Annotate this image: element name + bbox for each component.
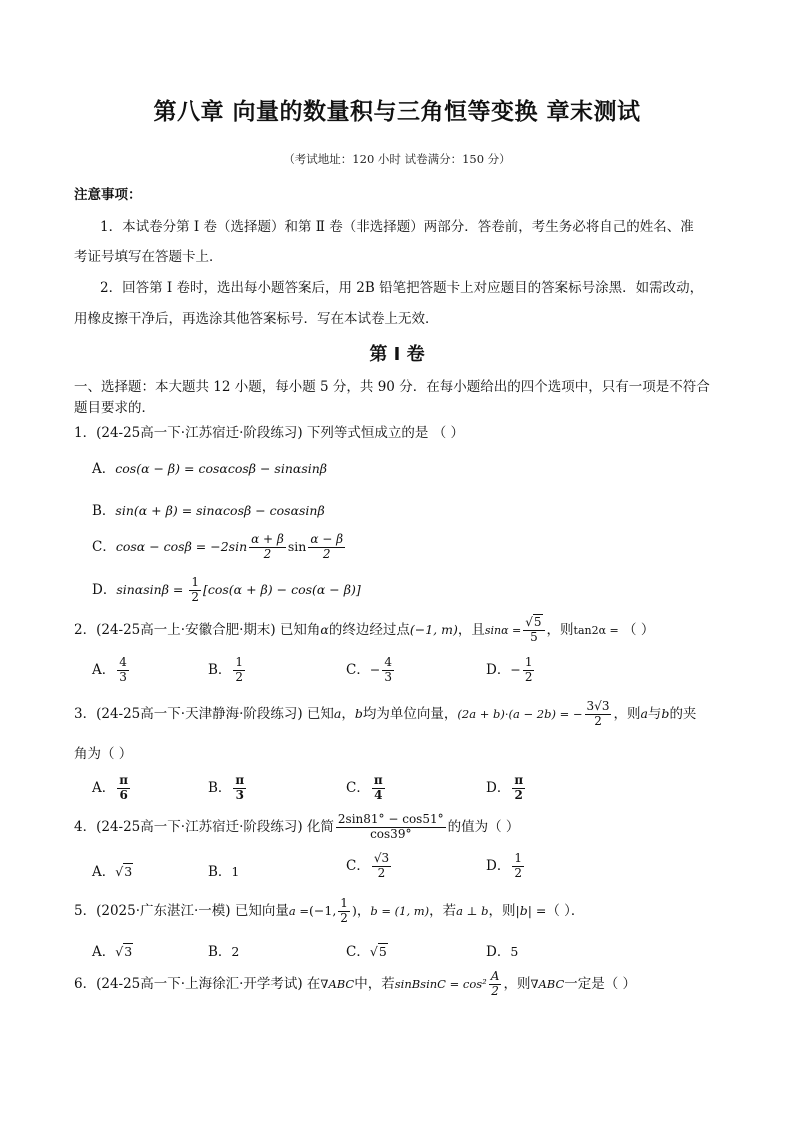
option-text: [cos(α + β) − cos(α − β)] [202,581,361,597]
notice-item-2-line-1: 2．回答第 Ⅰ 卷时，选出每小题答案后，用 2B 铅笔把答题卡上对应题目的答案标号涂黑．如需改动， [100,280,704,296]
option-text: cos(α − β) = cosαcosβ − sinαsinβ [115,461,328,476]
stem-text: ， [341,705,355,722]
question-4-option-a [92,860,133,880]
option-text: 5 [510,944,519,959]
option-label: A． [92,461,116,477]
stem-text: ，则 [613,705,641,722]
stem-text: 3．(24-25高一下·天津静海·阶段练习) 已知 [74,705,334,722]
option-label: D． [486,661,511,678]
math-expression: (−1, m) [409,621,458,637]
math-expression: b = (1, m) [370,903,430,918]
numerator: 4 [384,655,392,669]
notice-item-1-line-1: 1．本试卷分第 Ⅰ 卷（选择题）和第 Ⅱ 卷（非选择题）两部分．答卷前，考生务必将自己的姓名、准 [100,219,694,235]
stem-text: ，则 [488,902,516,919]
denominator: 2 [235,669,244,684]
denominator: 2 [191,589,199,604]
stem-text: ，且 [457,621,485,638]
denominator: 5 [530,629,538,644]
math-expression: a = [288,903,310,918]
stem-text: ，若 [429,902,457,919]
fraction [372,774,385,803]
fraction [338,897,350,926]
denominator: 2 [514,787,523,802]
denominator: 3 [384,669,392,684]
numerator: 1 [524,655,533,669]
notice-item-2-line-2: 用橡皮擦干净后，再选涂其他答案标号．写在本试卷上无效． [74,311,439,327]
question-4-option-c [346,852,393,881]
stem-text: ，则 [546,621,574,638]
numerator: 1 [191,575,199,589]
numerator: π [514,773,524,787]
numerator: 2sin81° − cos51° [337,812,444,826]
numerator: π [373,773,383,787]
stem-text: 中，若 [354,975,395,992]
fraction [523,656,535,685]
question-3-option-c [346,774,387,803]
question-3-option-b [208,774,248,803]
vector-symbol: a [640,705,648,721]
option-label: D． [92,581,117,598]
numerator: A [490,969,500,983]
notice-item-1-line-2: 考证号填写在答题卡上． [74,249,223,265]
denominator: 2 [524,669,533,684]
vector-symbol: b [354,705,363,721]
option-label: D． [486,857,511,874]
question-2-option-d [486,656,536,685]
math-expression: |b| = [515,902,547,918]
option-label: C． [346,857,370,874]
math-symbol: α [320,621,329,637]
option-text: 1 [231,864,240,879]
question-2-option-a [92,656,131,685]
question-4-stem [74,813,519,842]
sign: − [510,661,521,677]
math-expression: ∇ABC [320,976,355,991]
option-label: D． [486,779,511,796]
section-title: 第 Ⅰ 卷 [369,344,425,365]
numerator: 1 [514,851,522,865]
fraction [512,852,524,881]
fraction [233,774,246,803]
option-text: cosα − cosβ = −2sin [115,538,248,554]
stem-text: 5．(2025·广东湛江·一模) 已知向量 [74,902,289,919]
question-5-option-b [208,940,239,960]
radicand: 5 [378,944,387,959]
question-1-option-c [92,533,347,562]
option-label: A． [92,864,116,880]
question-4-option-d [486,852,526,881]
radicand: 3 [124,944,133,959]
numerator: √5 [523,616,544,631]
section-intro-line-2: 题目要求的． [74,400,155,416]
stem-text: 的夹 [669,705,697,722]
fraction [585,700,612,729]
denominator: 4 [374,787,383,802]
denominator: 2 [322,546,331,561]
numerator: √3 [373,851,390,865]
option-label: D． [486,944,511,960]
option-label: A． [92,661,116,678]
fraction [233,656,245,685]
option-text: 2 [231,944,240,959]
stem-text: 的终边经过点 [328,621,410,638]
square-root: √5 [369,944,387,959]
radicand: 3 [124,864,133,879]
fraction [117,656,129,685]
stem-text: 与 [647,705,662,722]
denominator: 2 [514,865,522,880]
question-3-option-a [92,774,132,803]
denominator: 2 [263,546,272,561]
denominator: 2 [377,865,386,880]
stem-text: 2．(24-25高一上·安徽合肥·期末) 已知角 [74,621,321,638]
stem-text: ，则 [503,975,531,992]
denominator: 2 [491,983,499,998]
math-expression: ) [351,902,357,918]
question-2-option-c [346,656,396,685]
denominator: 3 [235,787,244,802]
numerator: 1 [340,896,348,910]
denominator: 3 [119,669,127,684]
vector-symbol: a [333,705,342,721]
option-label: C． [346,661,370,678]
option-text: sin [287,538,307,554]
stem-text: 4．(24-25高一下·江苏宿迁·阶段练习) 化简 [74,818,334,835]
sign: − [369,661,381,677]
fraction [189,576,201,605]
question-1-option-d [92,576,361,605]
question-1-option-a [92,457,327,477]
page-title: 第八章 向量的数量积与三角恒等变换 章末测试 [153,99,641,125]
option-label: B． [208,864,232,880]
option-label: C． [346,779,370,796]
stem-text: 6．(24-25高一下·上海徐汇·开学考试) 在 [74,975,321,992]
stem-text: 一定是（ ） [564,975,637,992]
option-label: A． [92,944,116,960]
denominator: cos39° [370,826,412,841]
stem-text: 均为单位向量， [362,705,458,722]
numerator: α + β [251,532,284,546]
math-expression: (2a + b)·(a − 2b) = − [457,706,583,721]
square-root: √3 [115,864,133,879]
question-4-option-b [208,860,239,880]
option-label: B． [208,779,232,796]
question-2-option-b [208,656,247,685]
radicand: 5 [533,615,542,629]
square-root: √3 [115,944,133,959]
question-3-stem [74,700,696,729]
stem-text: 的值为（ ） [447,818,520,835]
fraction [117,774,130,803]
question-5-option-c [346,940,388,960]
section-intro-line-1: 一、选择题：本大题共 12 小题，每小题 5 分，共 90 分．在每小题给出的四个选项中，只有一项是不符合 [74,379,710,395]
notice-heading: 注意事项： [74,187,142,203]
stem-text: ， [356,902,371,919]
question-1-option-b [92,499,325,519]
numerator: α − β [310,532,344,546]
question-2-stem [74,616,654,645]
fraction [249,533,286,562]
question-5-stem [74,897,584,926]
numerator: π [235,773,245,787]
question-5-option-d [486,940,518,960]
question-3-stem-line-2: 角为（ ） [74,746,133,762]
fraction [336,813,446,842]
option-label: A． [92,779,116,796]
math-expression: sinα = [484,623,522,637]
fraction [308,533,345,562]
stem-text: （ ） [618,621,655,638]
math-expression: a ⊥ b [456,903,489,918]
fraction [372,852,391,881]
question-1-stem: 1．(24-25高一下·江苏宿迁·阶段练习) 下列等式恒成立的是 （ ） [74,425,464,441]
option-label: B． [208,944,232,960]
vector-symbol: b [661,705,670,721]
question-3-option-d [486,774,527,803]
option-label: C． [346,944,370,960]
math-expression: (−1, [309,902,337,918]
option-text: sin(α + β) = sinαcosβ − cosαsinβ [115,503,325,518]
option-label: B． [92,503,116,519]
numerator: π [119,773,129,787]
numerator: 3√3 [586,699,610,713]
question-6-stem [74,970,636,999]
numerator: 4 [119,655,127,669]
math-expression: sinBsinC = cos² [394,976,487,991]
math-expression: tan2α = [573,623,619,637]
fraction [523,616,544,645]
numerator: 1 [235,655,244,669]
stem-text: （ ）． [546,902,585,919]
fraction [512,774,525,803]
option-label: C． [92,538,116,555]
option-text: sinαsinβ = [116,581,188,597]
denominator: 2 [594,713,602,728]
exam-info: （考试地址：120 小时 试卷满分：150 分） [283,152,511,166]
math-expression: ∇ABC [530,976,565,991]
fraction [489,970,502,999]
denominator: 6 [119,787,128,802]
fraction [382,656,394,685]
question-5-option-a [92,940,133,960]
option-label: B． [208,661,232,678]
denominator: 2 [340,910,348,925]
